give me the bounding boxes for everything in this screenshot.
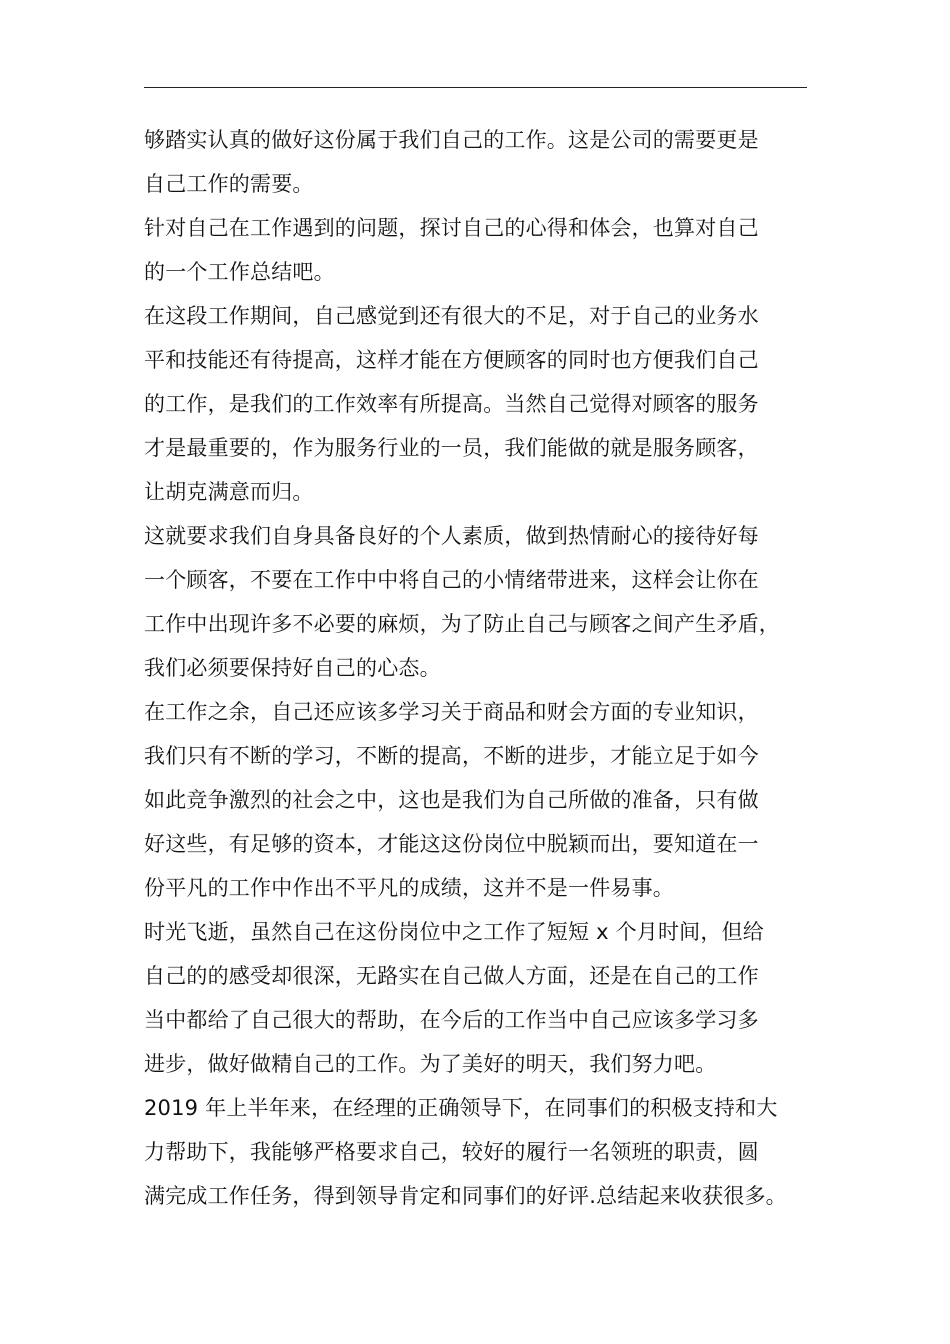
- text-line: 让胡克满意而归。: [144, 480, 314, 504]
- text-line: 我们只有不断的学习，不断的提高，不断的进步，才能立足于如今: [144, 744, 759, 768]
- text-line: 份平凡的工作中作出不平凡的成绩，这并不是一件易事。: [144, 876, 674, 900]
- text-line: 工作中出现许多不必要的麻烦，为了防止自己与顾客之间产生矛盾，: [144, 612, 780, 636]
- text-line: 在工作之余，自己还应该多学习关于商品和财会方面的专业知识，: [144, 700, 759, 724]
- text-line: 在这段工作期间，自己感觉到还有很大的不足，对于自己的业务水: [144, 304, 759, 328]
- text-line: 如此竞争激烈的社会之中，这也是我们为自己所做的准备，只有做: [144, 788, 759, 812]
- text-line: 才是最重要的，作为服务行业的一员，我们能做的就是服务顾客，: [144, 436, 759, 460]
- text-line: 的一个工作总结吧。: [144, 260, 335, 284]
- text-line: 时光飞逝，虽然自己在这份岗位中之工作了短短 x 个月时间，但给: [144, 920, 764, 944]
- body-text: [144, 118, 808, 1218]
- text-line: 自己的的感受却很深，无路实在自己做人方面，还是在自己的工作: [144, 964, 759, 988]
- text-line: 好这些，有足够的资本，才能这这份岗位中脱颖而出，要知道在一: [144, 832, 759, 856]
- text-line: 这就要求我们自身具备良好的个人素质，做到热情耐心的接待好每: [144, 524, 759, 548]
- text-line: 平和技能还有待提高，这样才能在方便顾客的同时也方便我们自己: [144, 348, 759, 372]
- text-line: 力帮助下，我能够严格要求自己，较好的履行一名领班的职责，圆: [144, 1140, 759, 1164]
- text-line: 够踏实认真的做好这份属于我们自己的工作。这是公司的需要更是: [144, 128, 759, 152]
- text-line: 一个顾客，不要在工作中中将自己的小情绪带进来，这样会让你在: [144, 568, 759, 592]
- text-line: 2019 年上半年来，在经理的正确领导下，在同事们的积极支持和大: [144, 1096, 778, 1120]
- text-line: 进步，做好做精自己的工作。为了美好的明天，我们努力吧。: [144, 1052, 717, 1076]
- text-line: 针对自己在工作遇到的问题，探讨自己的心得和体会，也算对自己: [144, 216, 759, 240]
- text-line: 满完成工作任务，得到领导肯定和同事们的好评.总结起来收获很多。: [144, 1184, 787, 1208]
- header-rule: [144, 87, 807, 88]
- text-line: 自己工作的需要。: [144, 172, 314, 196]
- text-line: 当中都给了自己很大的帮助，在今后的工作当中自己应该多学习多: [144, 1008, 759, 1032]
- text-line: 的工作，是我们的工作效率有所提高。当然自己觉得对顾客的服务: [144, 392, 759, 416]
- text-line: 我们必须要保持好自己的心态。: [144, 656, 441, 680]
